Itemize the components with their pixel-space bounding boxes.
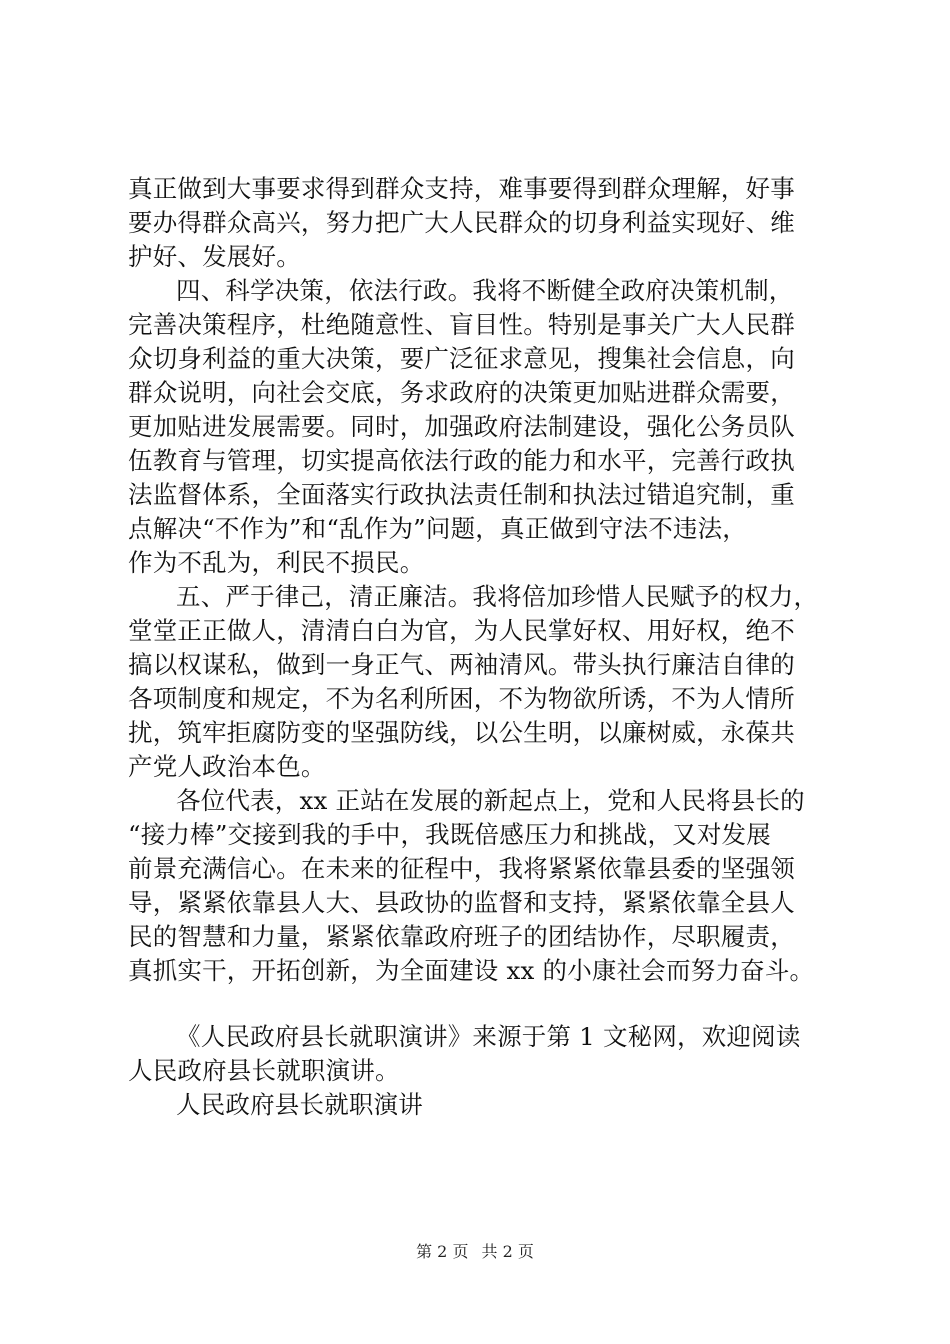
text-line: 扰，筑牢拒腐防变的坚强防线，以公生明，以廉树威，永葆共	[128, 718, 795, 747]
text-line: 点解决“不作为”和“乱作为”问题，真正做到守法不违法，	[128, 514, 747, 543]
text-line: 伍教育与管理，切实提高依法行政的能力和水平，完善行政执	[128, 446, 795, 475]
text-line: 五、严于律己，清正廉洁。我将倍加珍惜人民赋予的权力，	[176, 582, 819, 611]
text-line: 民的智慧和力量，紧紧依靠政府班子的团结协作，尽职履责，	[128, 922, 795, 951]
text-line: 真抓实干，开拓创新，为全面建设 xx 的小康社会而努力奋斗。	[128, 956, 815, 985]
text-line: 更加贴进发展需要。同时，加强政府法制建设，强化公务员队	[128, 412, 795, 441]
paragraph-section-four	[128, 274, 840, 580]
source-note	[128, 1020, 840, 1088]
paragraph-spacer	[128, 988, 840, 1020]
paragraph-continuation	[128, 172, 840, 274]
text-line: 产党人政治本色。	[128, 752, 326, 781]
closing-title: 人民政府县长就职演讲	[176, 1090, 423, 1119]
text-line: 各位代表，xx 正站在发展的新起点上，党和人民将县长的	[176, 786, 805, 815]
document-body	[128, 172, 840, 1122]
text-line: 护好、发展好。	[128, 242, 301, 271]
paragraph-section-five	[128, 580, 840, 784]
text-line: 真正做到大事要求得到群众支持，难事要得到群众理解，好事	[128, 174, 795, 203]
page-footer	[0, 1241, 950, 1263]
text-line: 四、科学决策，依法行政。我将不断健全政府决策机制，	[176, 276, 794, 305]
page-number: 第 2 页	[416, 1242, 469, 1261]
page-total: 共 2 页	[481, 1242, 534, 1261]
text-line: 人民政府县长就职演讲。	[128, 1056, 400, 1085]
text-line: 众切身利益的重大决策，要广泛征求意见，搜集社会信息，向	[128, 344, 795, 373]
paragraph-conclusion	[128, 784, 840, 988]
text-line: 作为不乱为，利民不损民。	[128, 548, 425, 577]
text-line: 法监督体系，全面落实行政执法责任制和执法过错追究制，重	[128, 480, 795, 509]
text-line: 搞以权谋私，做到一身正气、两袖清风。带头执行廉洁自律的	[128, 650, 795, 679]
text-line: 导，紧紧依靠县人大、县政协的监督和支持，紧紧依靠全县人	[128, 888, 795, 917]
text-line: 群众说明，向社会交底，务求政府的决策更加贴进群众需要，	[128, 378, 795, 407]
text-line: 《人民政府县长就职演讲》来源于第 1 文秘网，欢迎阅读	[176, 1022, 801, 1051]
text-line: 完善决策程序，杜绝随意性、盲目性。特别是事关广大人民群	[128, 310, 795, 339]
text-line: 要办得群众高兴，努力把广大人民群众的切身利益实现好、维	[128, 208, 795, 237]
text-line: 堂堂正正做人，清清白白为官，为人民掌好权、用好权，绝不	[128, 616, 795, 645]
text-line: 各项制度和规定，不为名利所困，不为物欲所诱，不为人情所	[128, 684, 795, 713]
text-line: “接力棒”交接到我的手中，我既倍感压力和挑战，又对发展	[128, 820, 771, 849]
text-line: 前景充满信心。在未来的征程中，我将紧紧依靠县委的坚强领	[128, 854, 795, 883]
